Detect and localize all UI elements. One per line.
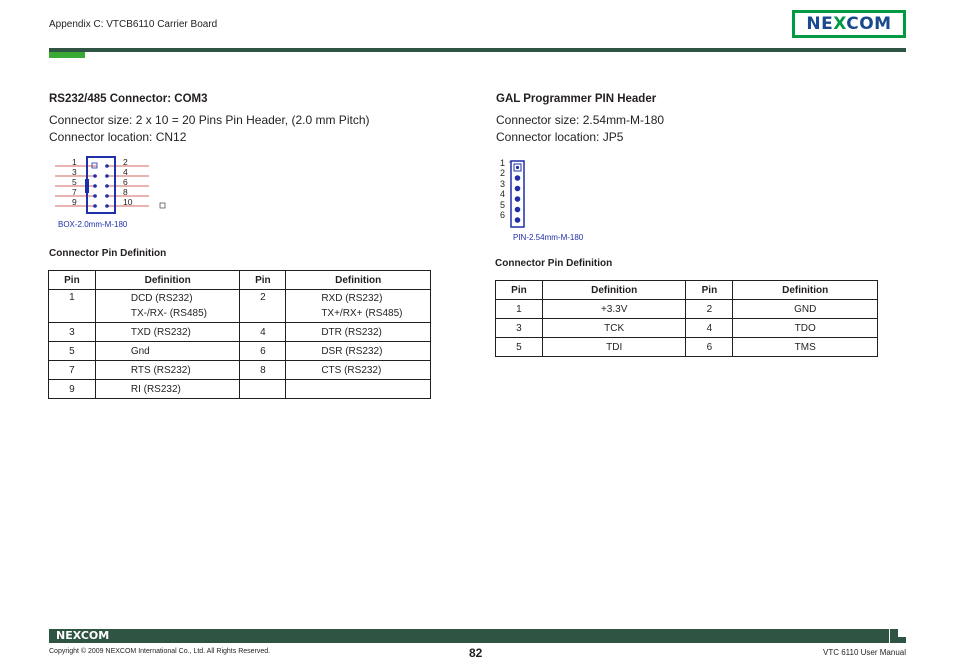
pin-cell: 4 xyxy=(686,319,733,338)
header-definition: Definition xyxy=(542,281,686,300)
gal-pin-label: 5 xyxy=(500,200,506,210)
definition-cell: Gnd xyxy=(95,342,240,361)
com3-pin-label: 1 xyxy=(72,157,77,167)
com3-pin-label: 10 xyxy=(123,197,133,207)
table-row xyxy=(496,319,878,338)
definition-cell xyxy=(286,290,431,323)
definition-cell: RI (RS232) xyxy=(95,380,240,399)
page-number: 82 xyxy=(469,646,483,660)
table-header-row xyxy=(496,281,878,300)
footer-logo-left: NE xyxy=(56,629,73,642)
header-definition: Definition xyxy=(286,271,431,290)
pin-cell: 3 xyxy=(496,319,543,338)
definition-line: DCD (RS232) xyxy=(130,293,193,304)
gal-diagram-caption: PIN-2.54mm-M-180 xyxy=(513,233,584,242)
footer-corner-notch xyxy=(898,629,906,637)
definition-cell: +3.3V xyxy=(542,300,686,319)
pin-cell: 3 xyxy=(49,323,96,342)
definition-line: RXD (RS232) xyxy=(321,293,383,304)
com3-pin-label: 3 xyxy=(72,167,77,177)
gal-size-line: Connector size: 2.54mm-M-180 xyxy=(496,113,665,127)
pin-cell: 7 xyxy=(49,361,96,380)
table-header-row xyxy=(49,271,431,290)
table-row xyxy=(49,290,431,323)
gal-table-title: Connector Pin Definition xyxy=(495,258,613,269)
header-section-title: Appendix C: VTCB6110 Carrier Board xyxy=(49,19,218,30)
pin-cell: 6 xyxy=(240,342,286,361)
header-definition: Definition xyxy=(95,271,240,290)
gal-pin-label: 4 xyxy=(500,189,506,199)
logo-text-left: NE xyxy=(806,14,834,34)
footer-logo-x: X xyxy=(72,629,81,642)
com3-pin-label: 2 xyxy=(123,157,128,167)
definition-cell xyxy=(95,290,240,323)
com3-diagram-caption: BOX-2.0mm-M-180 xyxy=(58,220,128,229)
definition-line: TX-/RX- (RS485) xyxy=(130,308,207,319)
com3-size-line: Connector size: 2 x 10 = 20 Pins Pin Header, (2.0 mm Pitch) xyxy=(49,113,370,127)
header-divider-bar xyxy=(49,48,906,52)
logo-text-right: COM xyxy=(846,14,892,34)
header-pin: Pin xyxy=(496,281,543,300)
pin-cell: 5 xyxy=(496,338,543,357)
definition-cell: TMS xyxy=(733,338,878,357)
table-row xyxy=(49,380,431,399)
definition-cell: DTR (RS232) xyxy=(286,323,431,342)
com3-pin-table xyxy=(48,270,431,399)
pin-cell: 9 xyxy=(49,380,96,399)
gal-pin-table xyxy=(495,280,878,357)
footer-logo xyxy=(56,629,109,643)
definition-cell: TCK xyxy=(542,319,686,338)
com3-connector-diagram xyxy=(55,155,175,233)
pin-cell: 1 xyxy=(49,290,96,323)
com3-title: RS232/485 Connector: COM3 xyxy=(49,93,208,105)
pin-cell: 4 xyxy=(240,323,286,342)
gal-location-line: Connector location: JP5 xyxy=(496,130,624,144)
header-accent-bar xyxy=(49,52,85,58)
definition-cell: TXD (RS232) xyxy=(95,323,240,342)
com3-pin-label: 8 xyxy=(123,187,128,197)
definition-line: TX+/RX+ (RS485) xyxy=(321,308,403,319)
footer-corner-block xyxy=(890,637,906,643)
com3-pin-label: 9 xyxy=(72,197,77,207)
table-row xyxy=(496,338,878,357)
gal-pin-label: 6 xyxy=(500,210,506,220)
footer-manual-name: VTC 6110 User Manual xyxy=(823,648,906,657)
com3-pin-label: 4 xyxy=(123,167,128,177)
header-definition: Definition xyxy=(733,281,878,300)
definition-cell: TDO xyxy=(733,319,878,338)
table-row xyxy=(496,300,878,319)
pin-cell: 2 xyxy=(686,300,733,319)
header-pin: Pin xyxy=(240,271,286,290)
table-row xyxy=(49,342,431,361)
pin-cell: 8 xyxy=(240,361,286,380)
com3-pin-label: 5 xyxy=(72,177,77,187)
com3-pin-label: 7 xyxy=(72,187,77,197)
footer-logo-right: COM xyxy=(80,629,110,642)
definition-cell: RTS (RS232) xyxy=(95,361,240,380)
gal-pin-label: 1 xyxy=(500,158,506,168)
definition-cell: CTS (RS232) xyxy=(286,361,431,380)
gal-pin-label: 3 xyxy=(500,179,506,189)
definition-cell: GND xyxy=(733,300,878,319)
pin-cell: 2 xyxy=(240,290,286,323)
com3-table-title: Connector Pin Definition xyxy=(49,248,167,259)
gal-pin-label: 2 xyxy=(500,168,506,178)
com3-location-line: Connector location: CN12 xyxy=(49,130,187,144)
pin-cell xyxy=(240,380,286,399)
nexcom-logo xyxy=(792,10,906,38)
pin-cell: 6 xyxy=(686,338,733,357)
table-row xyxy=(49,323,431,342)
header-accent-tick xyxy=(85,52,87,58)
footer-corner-block xyxy=(890,629,898,637)
pin-cell: 1 xyxy=(496,300,543,319)
definition-cell: DSR (RS232) xyxy=(286,342,431,361)
table-row xyxy=(49,361,431,380)
footer-copyright: Copyright © 2009 NEXCOM International Co., Ltd. All Rights Reserved. xyxy=(49,648,271,655)
com3-pin-label: 6 xyxy=(123,177,128,187)
definition-cell: TDI xyxy=(542,338,686,357)
footer-bar xyxy=(49,629,889,643)
gal-connector-diagram xyxy=(498,157,608,243)
logo-text-x: X xyxy=(833,14,847,34)
header-pin: Pin xyxy=(686,281,733,300)
header-pin: Pin xyxy=(49,271,96,290)
gal-title: GAL Programmer PIN Header xyxy=(496,93,657,105)
pin-cell: 5 xyxy=(49,342,96,361)
definition-cell xyxy=(286,380,431,399)
